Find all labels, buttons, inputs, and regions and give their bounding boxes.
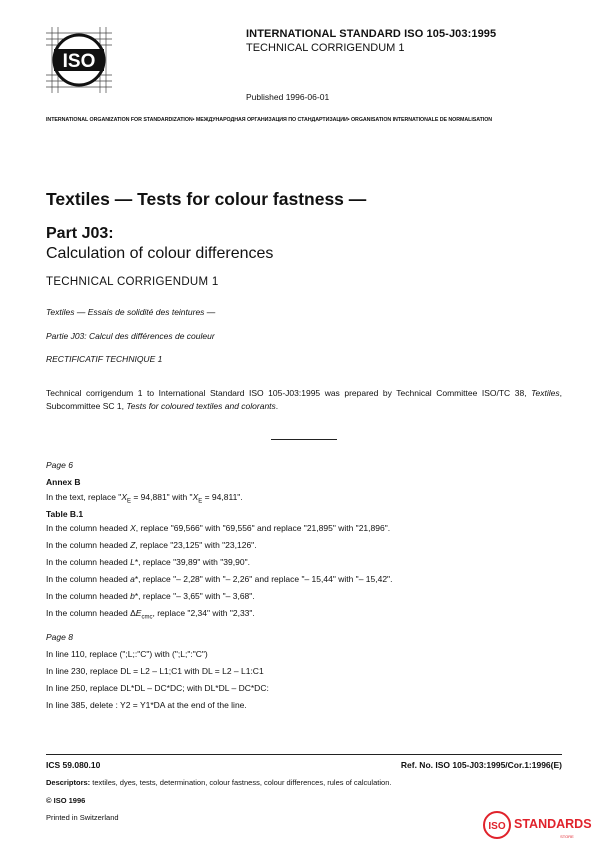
watermark-standards: STANDARDS bbox=[514, 817, 592, 831]
part-title: Part J03: bbox=[46, 225, 114, 242]
correction-line: In the column headed $\Delta E_{cmc}$, replace "2,34" with "2,33". bbox=[46, 608, 255, 621]
correction-line: In the column headed a*, replace "– 2,28" with "– 2,26" and replace "– 15,44" with "– 15,42". bbox=[46, 574, 393, 584]
french-part: Partie J03: Calcul des différences de couleur bbox=[46, 331, 215, 341]
reference-number: Ref. No. ISO 105-J03:1995/Cor.1:1996(E) bbox=[400, 760, 562, 770]
descriptors: Descriptors: textiles, dyes, tests, determination, colour fastness, colour differences, rules of calculation. bbox=[46, 778, 392, 787]
annex-line: In the text, replace "$X_E = 94,881$" with "$X_E = 94,811$". bbox=[46, 492, 243, 505]
part-subtitle: Calculation of colour differences bbox=[46, 245, 274, 262]
code-correction: In line 110, replace (";L;:"C") with (";L;":"C") bbox=[46, 649, 208, 659]
iso-standards-watermark bbox=[483, 810, 593, 842]
ics-code: ICS 59.080.10 bbox=[46, 760, 101, 770]
code-correction: In line 385, delete : Y2 = Y1*DA at the end of the line. bbox=[46, 700, 247, 710]
published-date: Published 1996-06-01 bbox=[246, 92, 330, 102]
logo-text: ISO bbox=[62, 51, 96, 72]
organisation-line: INTERNATIONAL ORGANIZATION FOR STANDARDIZATION• МЕЖДУНАРОДНАЯ ОРГАНИЗАЦИЯ ПО СТАНДАРТИЗАЦИИ• ORGANISATION INTERNATIONALE DE NORMALISATION bbox=[46, 117, 493, 123]
correction-line: In the column headed X, replace "69,566" with "69,556" and replace "21,895" with "21,896". bbox=[46, 523, 391, 533]
separator-rule bbox=[271, 439, 337, 440]
annex-heading: Annex B bbox=[46, 477, 81, 487]
code-correction: In line 250, replace DL*DL – DC*DC; with DL*DL – DC*DC: bbox=[46, 683, 269, 693]
watermark-iso: ISO bbox=[488, 821, 506, 832]
watermark-store: STORE bbox=[560, 834, 574, 839]
page6-heading: Page 6 bbox=[46, 460, 73, 470]
footer-rule bbox=[46, 754, 562, 755]
printed-in: Printed in Switzerland bbox=[46, 813, 119, 822]
copyright: © ISO 1996 bbox=[46, 796, 86, 805]
corrigendum-header: TECHNICAL CORRIGENDUM 1 bbox=[246, 42, 405, 54]
document-title: Textiles — Tests for colour fastness — bbox=[46, 189, 367, 209]
iso-logo bbox=[46, 27, 112, 93]
intro-paragraph: Technical corrigendum 1 to International Standard ISO 105-J03:1995 was prepared by Technical Committee ISO/TC 38, Textiles, Subcommittee SC 1, Tests for coloured textiles and colorants. bbox=[46, 388, 562, 411]
page8-heading: Page 8 bbox=[46, 632, 73, 642]
correction-line: In the column headed b*, replace "– 3,65" with "– 3,68". bbox=[46, 591, 255, 601]
technical-corrigendum: TECHNICAL CORRIGENDUM 1 bbox=[46, 276, 219, 288]
french-title: Textiles — Essais de solidité des teintures — bbox=[46, 307, 216, 317]
correction-line: In the column headed Z, replace "23,125" with "23,126". bbox=[46, 540, 257, 550]
french-rectificatif: RECTIFICATIF TECHNIQUE 1 bbox=[46, 354, 163, 364]
code-correction: In line 230, replace DL = L2 – L1;C1 with DL = L2 – L1:C1 bbox=[46, 666, 264, 676]
table-heading: Table B.1 bbox=[46, 509, 84, 519]
standard-title: INTERNATIONAL STANDARD ISO 105-J03:1995 bbox=[246, 28, 497, 40]
correction-line: In the column headed L*, replace "39,89" with "39,90". bbox=[46, 557, 250, 567]
